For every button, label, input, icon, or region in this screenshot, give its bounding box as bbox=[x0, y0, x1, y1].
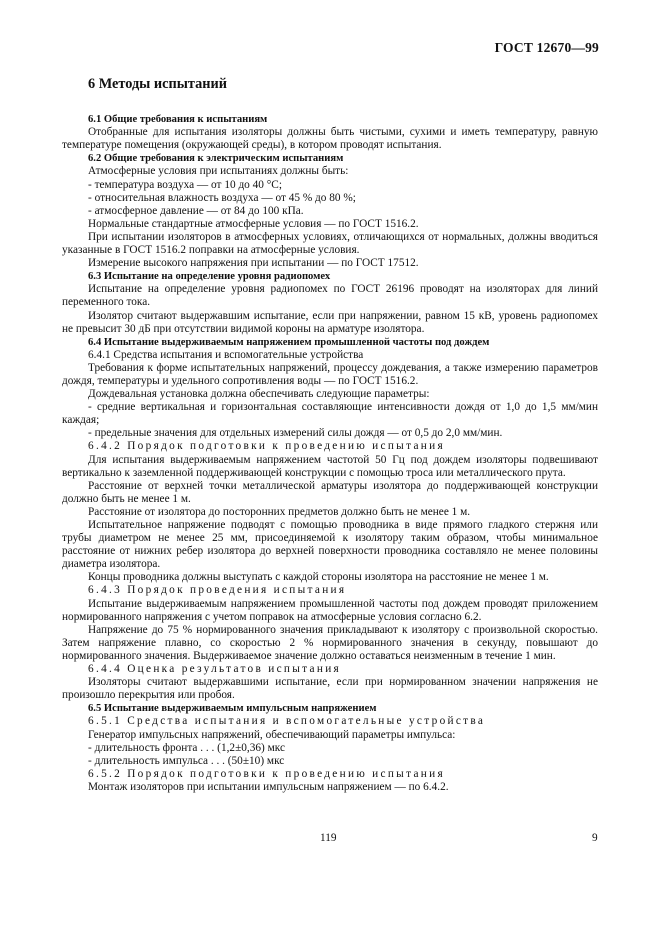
subsection-heading: 6.3 Испытание на определение уровня радиопомех bbox=[88, 271, 331, 283]
clause-heading: 6.4.3 Порядок проведения испытания bbox=[88, 584, 347, 597]
standard-header: ГОСТ 12670—99 bbox=[494, 40, 599, 55]
paragraph: Отобранные для испытания изоляторы должны быть чистыми, сухими и иметь температуру, равную температуре помещения (окружающей среды), в котором проводят испытания. bbox=[62, 126, 598, 152]
subsection-heading: 6.1 Общие требования к испытаниям bbox=[88, 114, 268, 126]
paragraph: Расстояние от верхней точки металлической арматуры изолятора до поддерживающей конструкции должно быть не менее 1 м. bbox=[62, 479, 598, 505]
page-number-center: 119 bbox=[320, 832, 337, 844]
paragraph: Генератор импульсных напряжений, обеспечивающий параметры импульса: bbox=[88, 728, 456, 741]
subsection-heading: 6.5 Испытание выдерживаемым импульсным напряжением bbox=[88, 703, 377, 715]
clause-heading: 6.5.2 Порядок подготовки к проведению испытания bbox=[88, 767, 445, 780]
paragraph: Нормальные стандартные атмосферные условия — по ГОСТ 1516.2. bbox=[88, 217, 419, 230]
paragraph: - длительность импульса . . . (50±10) мкс bbox=[88, 754, 285, 767]
paragraph: При испытании изоляторов в атмосферных условиях, отличающихся от нормальных, должны вводиться указанные в ГОСТ 1516.2 поправки на атмосферные условия. bbox=[62, 230, 598, 257]
paragraph: - длительность фронта . . . (1,2±0,36) мкс bbox=[88, 741, 285, 754]
paragraph: Дождевальная установка должна обеспечивать следующие параметры: bbox=[88, 388, 430, 401]
paragraph: Изолятор считают выдержавшим испытание, если при напряжении, равном 15 кВ, уровень радиопомех не превысит 30 дБ при отсутствии видимой короны на арматуре изолятора. bbox=[62, 309, 598, 335]
paragraph: - относительная влажность воздуха — от 45 % до 80 %; bbox=[88, 191, 356, 204]
paragraph: Напряжение до 75 % нормированного значения прикладывают к изолятору с произвольной скоростью. Затем напряжение плавно, со скоростью 2 % нормированного значения в секунду, повышают до нормированного значения. Выдерживаемое значение должно оставаться неизменным в течение 1 мин. bbox=[62, 623, 598, 662]
paragraph: Измерение высокого напряжения при испытании — по ГОСТ 17512. bbox=[88, 257, 419, 270]
paragraph: - атмосферное давление — от 84 до 100 кПа. bbox=[88, 204, 304, 217]
paragraph: Для испытания выдерживаемым напряжением частотой 50 Гц под дождем изоляторы подвешивают вертикально к заземленной поддерживающей конструкции с помощью троса или металлического прута. bbox=[62, 453, 598, 479]
paragraph: - предельные значения для отдельных измерений силы дождя — от 0,5 до 2,0 мм/мин. bbox=[88, 427, 503, 440]
clause-heading: 6.4.2 Порядок подготовки к проведению испытания bbox=[88, 440, 445, 453]
subsection-heading: 6.4 Испытание выдерживаемым напряжением промышленной частоты под дождем bbox=[88, 336, 490, 348]
paragraph: Испытание выдерживаемым напряжением промышленной частоты под дождем проводят приложением нормированного напряжения с учетом поправок на атмосферные условия согласно 6.2. bbox=[62, 597, 598, 623]
paragraph: Испытание на определение уровня радиопомех по ГОСТ 26196 проводят на изоляторах для линий переменного тока. bbox=[62, 283, 598, 309]
paragraph: - средние вертикальная и горизонтальная составляющие интенсивности дождя от 1,0 до 1,5 мм/мин каждая; bbox=[62, 401, 598, 427]
paragraph: 6.4.1 Средства испытания и вспомогательные устройства bbox=[88, 348, 364, 361]
paragraph: Монтаж изоляторов при испытании импульсным напряжением — по 6.4.2. bbox=[88, 780, 449, 793]
clause-heading: 6.4.4 Оценка результатов испытания bbox=[88, 663, 342, 676]
section-title: 6 Методы испытаний bbox=[88, 76, 227, 92]
paragraph: - температура воздуха — от 10 до 40 °С; bbox=[88, 178, 282, 191]
paragraph: Концы проводника должны выступать с каждой стороны изолятора на расстояние не менее 1 м. bbox=[88, 571, 549, 584]
paragraph: Требования к форме испытательных напряжений, процессу дождевания, а также измерению параметров дождя, температуры и удельного сопротивления воды — по ГОСТ 1516.2. bbox=[62, 361, 598, 387]
subsection-heading: 6.2 Общие требования к электрическим испытаниям bbox=[88, 153, 344, 165]
paragraph: Атмосферные условия при испытаниях должны быть: bbox=[88, 165, 349, 178]
page-number-right: 9 bbox=[592, 832, 598, 844]
document-body bbox=[62, 78, 598, 794]
paragraph: Испытательное напряжение подводят с помощью проводника в виде прямого гладкого стержня или трубы диаметром не менее 25 мм, присоединяемой к изолятору таким образом, чтобы минимальное расстояние от нижних ребер изолятора до верхней поверхности проводника составляло не менее половины диаметра изолятора. bbox=[62, 519, 598, 571]
paragraph: Расстояние от изолятора до посторонних предметов должно быть не менее 1 м. bbox=[88, 505, 471, 518]
clause-heading: 6.5.1 Средства испытания и вспомогательные устройства bbox=[88, 715, 486, 728]
paragraph: Изоляторы считают выдержавшими испытание, если при нормированном значении напряжения не произошло перекрытия или пробоя. bbox=[62, 676, 598, 702]
